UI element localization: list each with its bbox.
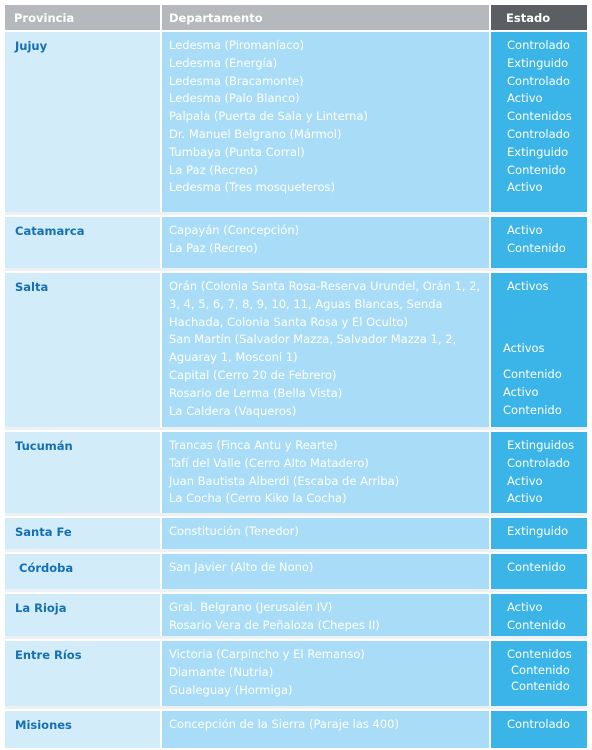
cell-estado	[491, 554, 587, 591]
estado-item: Activo	[507, 600, 543, 614]
departamento-item: Constitución (Tenedor)	[169, 524, 299, 538]
estado-item: Contenidos	[507, 647, 572, 661]
departamento-item: Ledesma (Tres mosqueteros)	[169, 180, 336, 195]
departamento-item: Gral. Belgrano (Jerusalén IV)	[169, 600, 333, 614]
estado-item: Extinguido	[507, 55, 569, 70]
row-separator	[5, 513, 587, 516]
cell-estado	[491, 711, 587, 748]
cell-provincia	[5, 518, 160, 551]
cell-estado	[491, 518, 587, 551]
provincia-name: Entre Ríos	[15, 648, 82, 662]
table-row	[5, 518, 587, 551]
estado-item: Activos	[503, 341, 545, 355]
departamento-item: Orán (Colonia Santa Rosa-Reserva Urundel, Orán 1, 2, 3, 4, 5, 6, 7, 8, 9, 10, 11, Aguas Blancas, Senda Hachada, Colonia Santa Rosa y El Oculto)	[169, 279, 481, 329]
estado-list	[507, 599, 585, 635]
table-row	[5, 641, 587, 708]
cell-estado	[491, 32, 587, 214]
table-row	[5, 273, 587, 429]
cell-departamento	[162, 594, 489, 638]
departamento-item: Rosario Vera de Peñaloza (Chepes II)	[169, 617, 380, 632]
departamento-item: Juan Bautista Alberdi (Escaba de Arriba)	[169, 473, 400, 488]
estado-item: Activo	[507, 223, 543, 237]
estado-item: Controlado	[507, 73, 570, 88]
incendios-table	[5, 5, 587, 732]
departamento-item: Trancas (Finca Antu y Rearte)	[169, 438, 338, 452]
row-separator	[5, 706, 587, 709]
table-row	[5, 432, 587, 515]
estado-list	[507, 646, 585, 713]
header-estado	[491, 5, 587, 30]
departamento-list	[169, 559, 483, 577]
estado-item: Activos	[507, 279, 549, 293]
departamento-list	[169, 599, 483, 635]
estado-item: Extinguido	[507, 144, 569, 159]
row-separator	[5, 212, 587, 215]
cell-provincia	[5, 32, 160, 214]
estado-item: Controlado	[507, 717, 570, 731]
estado-item: Extinguido	[507, 524, 569, 538]
estado-list	[507, 222, 585, 258]
table-row	[5, 711, 587, 748]
cell-estado	[491, 594, 587, 638]
departamento-item: Capayán (Concepción)	[169, 223, 300, 237]
estado-item: Activo	[507, 473, 543, 488]
departamento-item: Dr. Manuel Belgrano (Mármol)	[169, 126, 342, 141]
departamento-item: Ledesma (Piromaníaco)	[169, 38, 305, 52]
cell-departamento	[162, 641, 489, 708]
provincia-name: Catamarca	[15, 224, 85, 238]
departamento-item: La Caldera (Vaqueros)	[169, 403, 297, 418]
cell-departamento	[162, 711, 489, 748]
table-row	[5, 32, 587, 214]
header-provincia-label: Provincia	[14, 11, 75, 25]
cell-departamento	[162, 554, 489, 591]
cell-provincia	[5, 217, 160, 270]
provincia-name: La Rioja	[15, 601, 67, 615]
estado-list	[507, 437, 585, 508]
header-provincia	[5, 5, 160, 30]
estado-item: Contenido	[511, 663, 570, 677]
cell-departamento	[162, 432, 489, 515]
departamento-item: Ledesma (Palo Blanco)	[169, 91, 300, 106]
estado-item: Contenido	[507, 162, 566, 177]
cell-departamento	[162, 518, 489, 551]
departamento-item: Gualeguay (Hormiga)	[169, 682, 293, 697]
row-separator	[5, 427, 587, 430]
departamento-item: San Javier (Alto de Nono)	[169, 560, 314, 574]
departamento-item: San Martín (Salvador Mazza, Salvador Mazza 1, 2, Aguaray 1, Mosconi 1)	[169, 332, 457, 365]
row-separator	[5, 589, 587, 592]
cell-provincia	[5, 594, 160, 638]
row-separator	[5, 549, 587, 552]
cell-provincia	[5, 273, 160, 429]
cell-provincia	[5, 711, 160, 748]
estado-item: Contenidos	[507, 109, 572, 124]
provincia-name: Misiones	[15, 718, 72, 732]
provincia-name: Salta	[15, 280, 49, 294]
departamento-item: Rosario de Lerma (Bella Vista)	[169, 385, 343, 400]
table-row	[5, 594, 587, 638]
departamento-item: Diamante (Nutria)	[169, 664, 274, 679]
departamento-item: Tumbaya (Punta Corral)	[169, 144, 305, 159]
provincia-name: Santa Fe	[15, 525, 72, 539]
estado-list	[507, 37, 585, 197]
provincia-name: Jujuy	[15, 39, 48, 53]
departamento-item: Concepción de la Sierra (Paraje las 400)	[169, 717, 399, 731]
estado-list	[507, 716, 585, 734]
row-separator	[5, 636, 587, 639]
estado-item: Activo	[507, 91, 543, 106]
cell-estado	[491, 432, 587, 515]
estado-item: Contenido	[507, 240, 566, 255]
estado-item: Activo	[503, 385, 539, 399]
cell-estado	[491, 217, 587, 270]
departamento-item: Ledesma (Bracamonte)	[169, 73, 304, 88]
estado-item: Controlado	[507, 38, 570, 52]
departamento-item: Victoria (Carpincho y El Remanso)	[169, 647, 365, 661]
table-header	[5, 5, 587, 30]
cell-estado	[491, 641, 587, 708]
table-row	[5, 217, 587, 270]
departamento-item: Palpala (Puerta de Sala y Linterna)	[169, 109, 368, 124]
estado-item: Contenido	[503, 367, 562, 381]
cell-departamento	[162, 273, 489, 429]
provincia-name: Córdoba	[19, 561, 74, 575]
estado-list	[507, 559, 585, 577]
departamento-list	[169, 716, 483, 734]
header-departamento-label: Departamento	[169, 11, 263, 25]
estado-item: Extinguidos	[507, 438, 575, 452]
cell-departamento	[162, 217, 489, 270]
cell-departamento	[162, 32, 489, 214]
estado-item: Contenido	[507, 617, 566, 632]
estado-item: Contenido	[511, 679, 570, 693]
departamento-list	[169, 646, 483, 699]
estado-list	[503, 278, 585, 434]
cell-provincia	[5, 432, 160, 515]
departamento-list	[169, 523, 483, 541]
estado-list	[507, 523, 585, 541]
provincia-name: Tucumán	[15, 439, 73, 453]
departamento-item: La Paz (Recreo)	[169, 240, 258, 255]
departamento-list	[169, 278, 483, 420]
row-separator	[5, 268, 587, 271]
header-estado-label: Estado	[506, 11, 551, 25]
estado-item: Activo	[507, 491, 543, 506]
departamento-item: Ledesma (Energía)	[169, 55, 278, 70]
estado-item: Controlado	[507, 455, 570, 470]
departamento-list	[169, 222, 483, 258]
departamento-item: Tafí del Valle (Cerro Alto Matadero)	[169, 455, 369, 470]
estado-item: Contenido	[507, 560, 566, 574]
header-departamento	[162, 5, 489, 30]
departamento-list	[169, 37, 483, 197]
departamento-item: La Paz (Recreo)	[169, 162, 258, 177]
departamento-item: Capital (Cerro 20 de Febrero)	[169, 367, 337, 382]
cell-provincia	[5, 554, 160, 591]
estado-item: Contenido	[503, 403, 562, 417]
departamento-list	[169, 437, 483, 508]
departamento-item: La Cocha (Cerro Kiko la Cocha)	[169, 491, 347, 506]
cell-provincia	[5, 641, 160, 708]
estado-item: Activo	[507, 180, 543, 195]
table-row	[5, 554, 587, 591]
estado-item: Controlado	[507, 126, 570, 141]
cell-estado	[491, 273, 587, 429]
